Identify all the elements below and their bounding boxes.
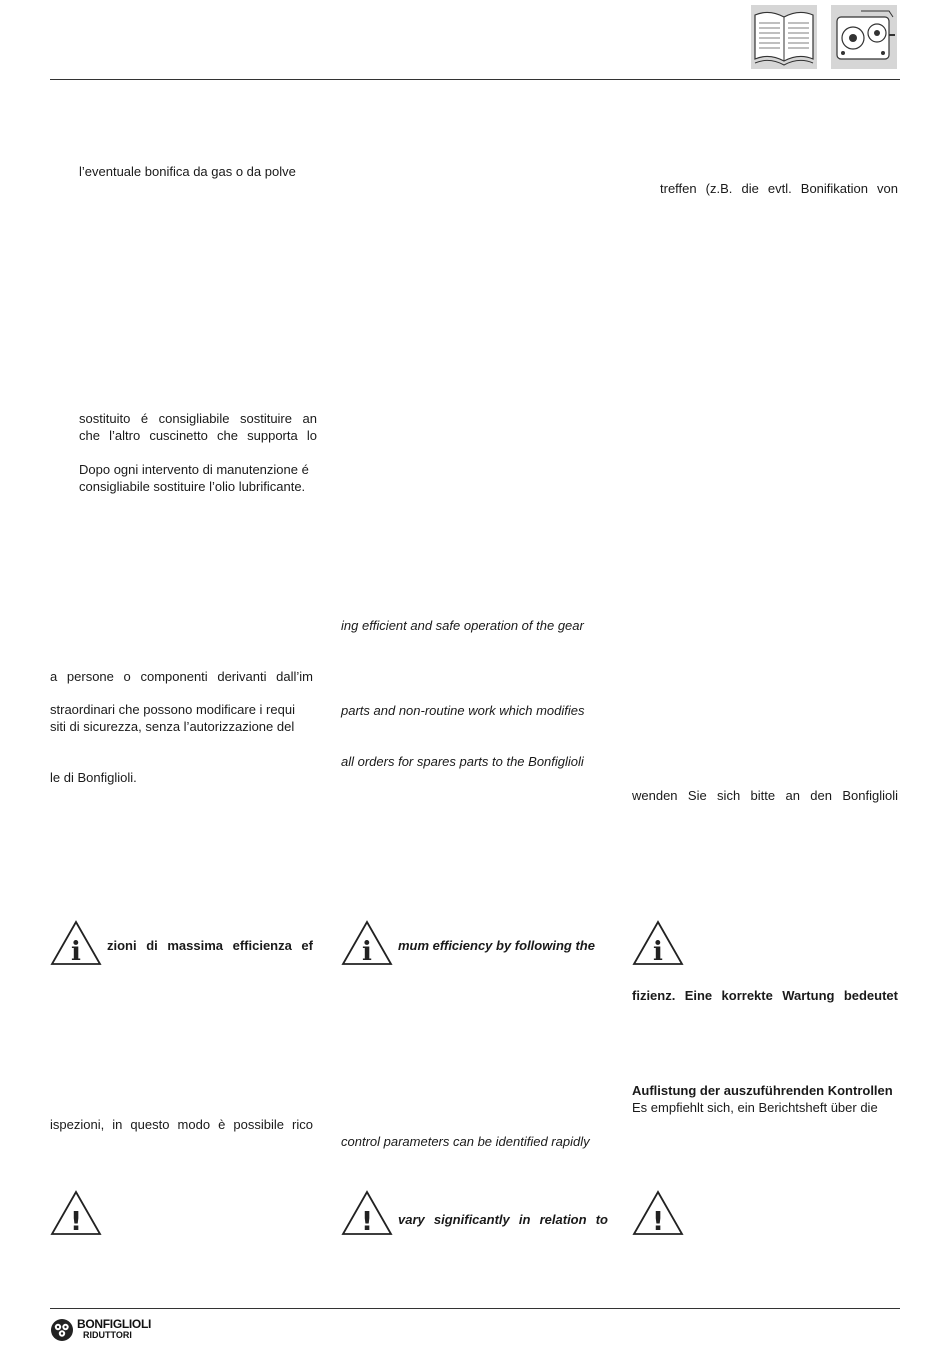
en-warning-text: vary significantly in relation to [398, 1212, 608, 1227]
header-icons [751, 5, 899, 71]
de-paragraph-2: wenden Sie sich bitte an den Bonfiglioli [632, 788, 898, 803]
open-book-icon [751, 5, 817, 69]
brand-line-2: RIDUTTORI [83, 1330, 132, 1340]
de-info-text: fizienz. Eine korrekte Wartung bedeutet [632, 988, 898, 1003]
svg-text:i: i [71, 937, 81, 966]
info-sign-icon [50, 920, 102, 966]
it-paragraph-3-line-1: Dopo ogni intervento di manutenzione é [79, 462, 309, 477]
footer-rule [50, 1308, 900, 1309]
en-paragraph-1: ing efficient and safe operation of the gear [341, 618, 584, 633]
it-paragraph-6: le di Bonfiglioli. [50, 770, 137, 785]
de-paragraph-4-line-2: Es empfiehlt sich, ein Berichtsheft über die [632, 1100, 878, 1115]
warning-sign-icon [341, 1190, 393, 1236]
gears-logo-icon [50, 1318, 74, 1342]
svg-text:i: i [653, 937, 663, 966]
en-paragraph-4: control parameters can be identified rapidly [341, 1134, 590, 1149]
it-info-text: zioni di massima efficienza ef [107, 938, 313, 953]
en-info-text: mum efficiency by following the [398, 938, 595, 953]
svg-text:!: ! [361, 1207, 373, 1236]
en-paragraph-3: all orders for spares parts to the Bonfiglioli [341, 754, 584, 769]
it-paragraph-2-line-1: sostituito é consigliabile sostituire an [79, 411, 317, 426]
it-paragraph-4: a persone o componenti derivanti dall’im [50, 669, 313, 684]
svg-text:!: ! [70, 1207, 82, 1236]
brand-line-1: BONFIGLIOLI [77, 1317, 152, 1331]
it-paragraph-5-line-2: siti di sicurezza, senza l’autorizzazione del [50, 719, 295, 734]
warning-sign-icon [50, 1190, 102, 1236]
de-paragraph-4-line-1: Auflistung der auszuführenden Kontrollen [632, 1083, 893, 1098]
it-paragraph-1: l’eventuale bonifica da gas o da polve [79, 164, 296, 179]
it-paragraph-5-line-1: straordinari che possono modificare i requi [50, 702, 295, 717]
gearbox-drawing-icon [831, 5, 897, 69]
svg-text:i: i [362, 937, 372, 966]
de-paragraph-1: treffen (z.B. die evtl. Bonifikation von [660, 181, 898, 196]
info-sign-icon [341, 920, 393, 966]
it-paragraph-7: ispezioni, in questo modo è possibile rico [50, 1117, 313, 1132]
header-rule [50, 79, 900, 80]
it-paragraph-2-line-2: che l’altro cuscinetto che supporta lo [79, 428, 317, 443]
svg-text:!: ! [652, 1207, 664, 1236]
bonfiglioli-logo [50, 1316, 160, 1344]
en-paragraph-2: parts and non-routine work which modifies [341, 703, 585, 718]
warning-sign-icon [632, 1190, 684, 1236]
info-sign-icon [632, 920, 684, 966]
it-paragraph-3-line-2: consigliabile sostituire l’olio lubrificante. [79, 479, 306, 494]
